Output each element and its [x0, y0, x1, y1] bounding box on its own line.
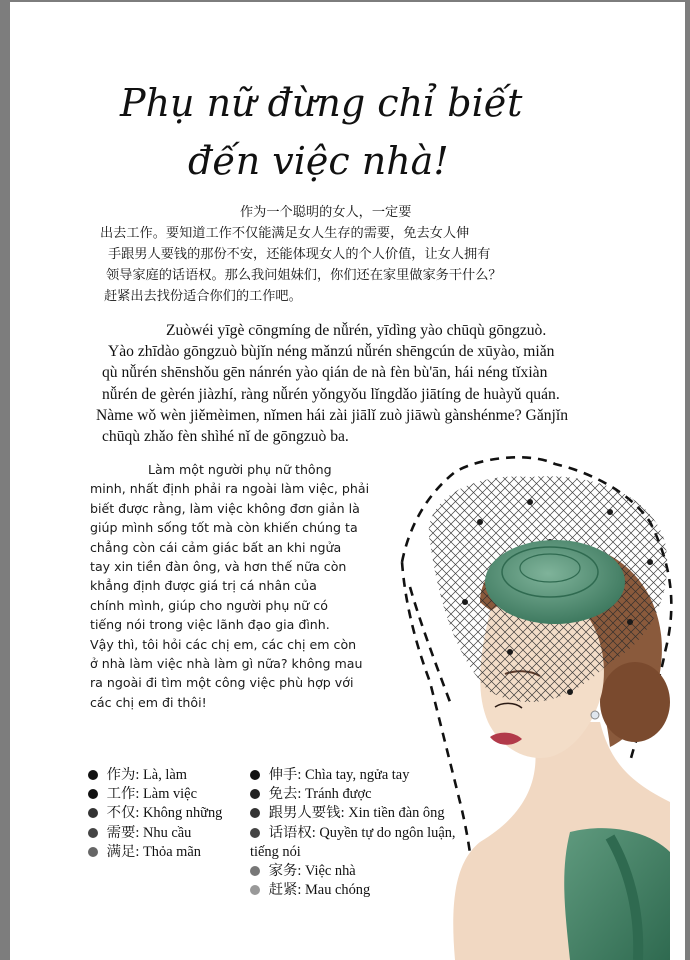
vietnamese-line: minh, nhất định phải ra ngoài làm việc, phải — [90, 481, 370, 497]
document-page — [10, 2, 685, 960]
vocab-item: 话语权: Quyền tự do ngôn luận, — [250, 824, 456, 843]
bullet-icon — [88, 789, 98, 799]
vocab-meaning: Làm việc — [143, 786, 197, 803]
vocab-item: 赶紧: Mau chóng — [250, 881, 456, 900]
vocab-term: 工作 — [106, 786, 136, 803]
vietnamese-line: chính mình, giúp cho người phụ nữ có — [90, 597, 328, 613]
vocab-meaning: Quyền tự do ngôn luận, — [319, 824, 456, 841]
vocab-item: 免去: Tránh được — [250, 785, 456, 804]
vietnamese-line: ra ngoài đi tìm một công việc phù hợp với — [90, 675, 354, 691]
vocab-term: 伸手 — [268, 767, 298, 783]
vocab-item: 作为: Là, làm — [88, 766, 222, 785]
vocab-meaning: Tránh được — [305, 786, 372, 803]
vocab-item: 满足: Thỏa mãn — [88, 843, 222, 862]
vocab-meaning: Nhu cầu — [143, 824, 192, 841]
vocab-term: 需要 — [106, 824, 136, 841]
vietnamese-line: Làm một người phụ nữ thông — [148, 462, 332, 477]
bullet-icon — [88, 828, 98, 838]
bullet-icon — [250, 770, 260, 780]
vietnamese-line: tiếng nói trong việc lãnh đạo gia đình. — [90, 617, 330, 633]
vietnamese-line: ở nhà làm việc nhà làm gì nữa? không mau — [90, 656, 363, 672]
bullet-icon — [250, 808, 260, 818]
chinese-line: 手跟男人要钱的那份不安，还能体现女人的个人价值，让女人拥有 — [108, 247, 491, 262]
pinyin-line: qù nǚrén shēnshǒu gēn nánrén yào qián de nà fèn bù'ān, hái néng tǐxiàn — [102, 364, 548, 382]
vocab-item: 家务: Việc nhà — [250, 862, 456, 881]
vocab-term: 跟男人要钱 — [268, 805, 341, 822]
chinese-line: 出去工作。要知道工作不仅能满足女人生存的需要，免去女人伸 — [100, 226, 470, 241]
vietnamese-line: biết được rằng, làm việc không đơn giản là — [90, 500, 360, 516]
vietnamese-line: giúp mình sống tốt mà còn khiến chúng ta — [90, 520, 358, 536]
vocab-term: 满足 — [106, 843, 136, 860]
vocab-term: 家务 — [268, 863, 298, 880]
chinese-line: 赶紧出去找份适合你们的工作吧。 — [104, 289, 302, 304]
pinyin-line: Yào zhīdào gōngzuò bùjǐn néng mǎnzú nǚrén shēngcún de xūyào, miǎn — [108, 343, 555, 361]
vocab-term: 免去 — [268, 786, 298, 803]
bullet-icon — [250, 828, 260, 838]
title-line-1: Phụ nữ đừng chỉ biết — [120, 81, 523, 125]
vocab-term: 赶紧 — [268, 882, 298, 899]
vietnamese-line: khẳng định được giá trị cá nhân của — [90, 578, 317, 594]
pinyin-line: Nàme wǒ wèn jiěmèimen, nǐmen hái zài jiālǐ zuò jiāwù gànshénme? Gǎnjǐn — [96, 406, 568, 424]
chinese-line: 领导家庭的话语权。那么我问姐妹们，你们还在家里做家务干什么？ — [106, 268, 502, 283]
pinyin-line: nǚrén de gèrén jiàzhí, ràng nǚrén yǒngyǒu lǐngdǎo jiātíng de huàyǔ quán. — [102, 385, 560, 403]
vocab-item: 需要: Nhu cầu — [88, 824, 222, 843]
vocab-meaning: Việc nhà — [305, 863, 356, 880]
vocab-meaning: Là, làm — [143, 767, 187, 783]
vietnamese-line: tay xin tiền đàn ông, và hơn thế nữa còn — [90, 559, 347, 575]
vocab-term: 作为 — [106, 767, 136, 783]
bullet-icon — [250, 866, 260, 876]
pinyin-line: chūqù zhǎo fèn shìhé nǐ de gōngzuò ba. — [102, 428, 349, 446]
vietnamese-line: chẳng còn cái cảm giác bất an khi ngửa — [90, 539, 342, 555]
vocab-list-right — [250, 766, 456, 900]
vocab-meaning-continuation: tiếng nói — [250, 843, 301, 860]
vietnamese-line: các chị em đi thôi! — [90, 694, 207, 710]
vocab-term: 话语权 — [268, 824, 312, 841]
bullet-icon — [250, 789, 260, 799]
vocab-list-left — [88, 766, 222, 862]
title-line-2: đến việc nhà! — [188, 139, 449, 183]
bullet-icon — [88, 808, 98, 818]
bullet-icon — [88, 847, 98, 857]
pinyin-line: Zuòwéi yīgè cōngmíng de nǚrén, yīdìng yào chūqù gōngzuò. — [166, 322, 547, 339]
vietnamese-line: Vậy thì, tôi hỏi các chị em, các chị em còn — [90, 636, 357, 652]
vocab-item: 不仅: Không những — [88, 804, 222, 823]
chinese-line: 作为一个聪明的女人，一定要 — [240, 205, 412, 220]
bullet-icon — [250, 885, 260, 895]
vocab-meaning: Thỏa mãn — [143, 843, 201, 860]
vocab-item: 伸手: Chìa tay, ngửa tay — [250, 766, 456, 785]
vocab-meaning: Mau chóng — [305, 882, 371, 899]
vocab-meaning: Xin tiền đàn ông — [348, 805, 445, 822]
vocab-meaning: Chìa tay, ngửa tay — [305, 767, 410, 783]
vocab-term: 不仅 — [106, 805, 136, 822]
vocab-item: 跟男人要钱: Xin tiền đàn ông — [250, 804, 456, 823]
vocab-item: 工作: Làm việc — [88, 785, 222, 804]
vocab-meaning: Không những — [143, 805, 223, 822]
bullet-icon — [88, 770, 98, 780]
